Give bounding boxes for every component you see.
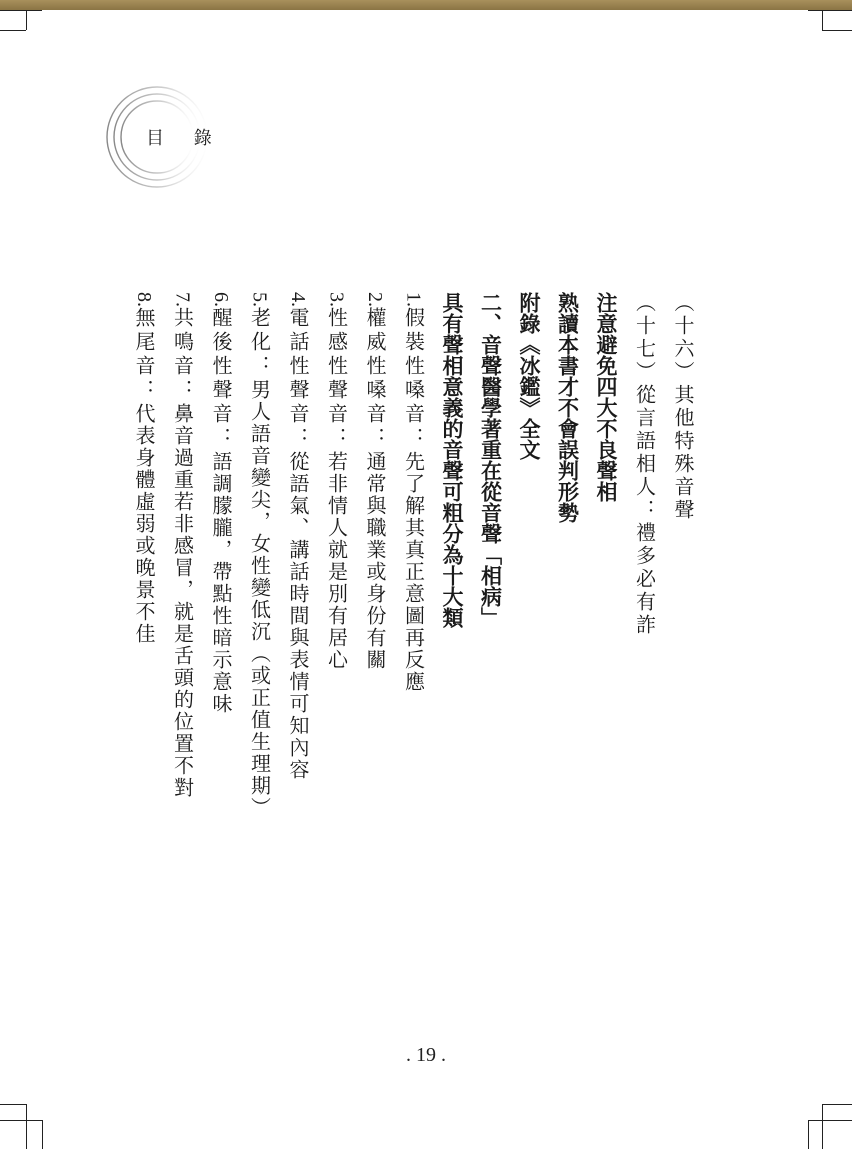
- item-label: 醒後性聲音：: [209, 307, 233, 451]
- toc-line: （十六）其他特殊音聲: [671, 292, 695, 522]
- top-border-band: [0, 0, 852, 10]
- toc-list-item: [125, 292, 164, 852]
- item-label: 無尾音：: [132, 307, 156, 403]
- item-description: 代表身體虛弱或晚景不佳: [132, 403, 156, 645]
- item-description: 先了解其真正意圖再反應: [401, 451, 426, 693]
- item-number: 6.: [210, 292, 232, 307]
- item-number: 3.: [325, 292, 348, 307]
- item-description: 鼻音過重若非感冒，就是舌頭的位置不對: [170, 403, 195, 799]
- item-label: 電話性聲音：: [286, 307, 310, 451]
- item-label: 性感性聲音：: [324, 307, 349, 451]
- item-label: 權威性嗓音：: [363, 307, 387, 451]
- toc-line: （十七）從言語相人：禮多必有詐: [632, 292, 657, 637]
- toc-section-heading: 注意避免四大不良聲相: [594, 292, 618, 502]
- toc-chapter-heading: 二、音聲醫學著重在從音聲「相病」: [478, 292, 503, 628]
- toc-list-item: [163, 292, 202, 852]
- item-number: 5.: [248, 292, 271, 307]
- toc-section-heading: 附錄《冰鑑》全文: [517, 292, 541, 460]
- item-number: 2.: [364, 292, 386, 307]
- toc-section-heading: 熟讀本書才不會誤判形勢: [555, 292, 580, 523]
- toc-list-item: [394, 292, 433, 852]
- page-title: 目 錄: [146, 128, 224, 149]
- toc-list-item: [202, 292, 241, 852]
- item-label: 共鳴音：: [170, 307, 195, 403]
- item-description: 語調朦朧，帶點性暗示意味: [209, 451, 233, 715]
- item-description: 通常與職業或身份有關: [363, 451, 387, 671]
- item-label: 假裝性嗓音：: [401, 307, 426, 451]
- item-number: 8.: [133, 292, 155, 307]
- toc-list-item: [279, 292, 318, 852]
- toc-content: [125, 292, 703, 852]
- item-number: 7.: [171, 292, 194, 307]
- item-description: 若非情人就是別有居心: [324, 451, 349, 671]
- item-number: 1.: [402, 292, 425, 307]
- page-number: . 19 .: [406, 1044, 446, 1066]
- toc-list-item: [317, 292, 356, 852]
- item-label: 老化：: [247, 307, 272, 379]
- item-number: 4.: [287, 292, 309, 307]
- item-description: 男人語音變尖，女性變低沉（或正值生理期）: [247, 379, 272, 819]
- toc-list-item: [356, 292, 395, 852]
- toc-list-item: [240, 292, 279, 852]
- toc-section-heading: 具有聲相意義的音聲可粗分為十大類: [440, 292, 464, 628]
- item-description: 從語氣、講話時間與表情可知內容: [286, 451, 310, 781]
